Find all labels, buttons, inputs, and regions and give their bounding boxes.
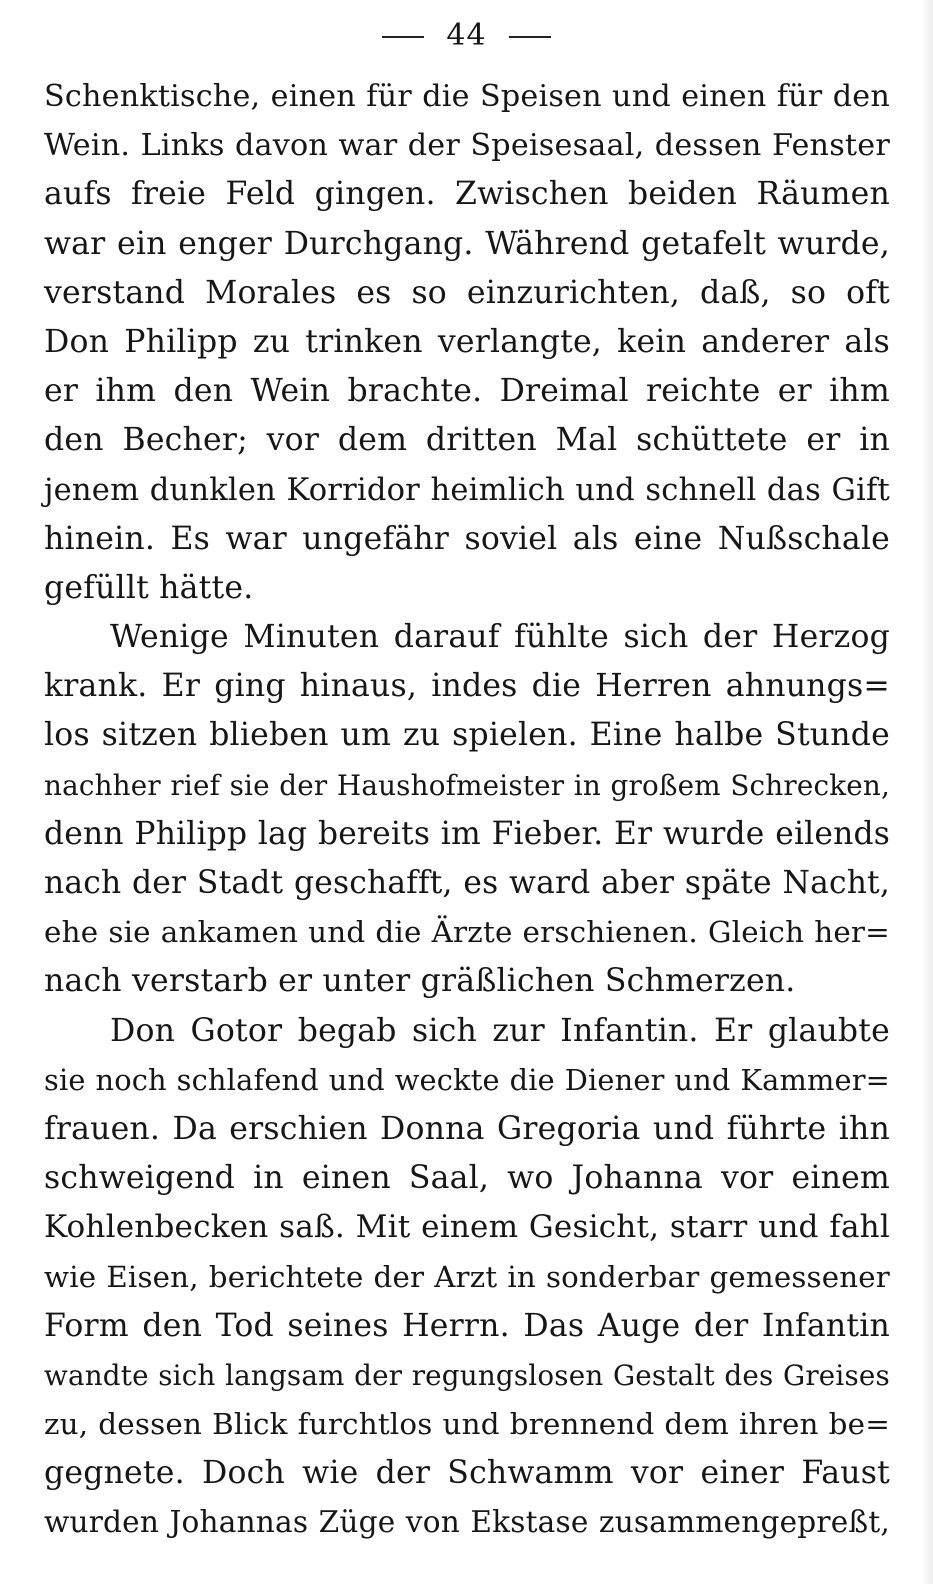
text-line: schweigend in einen Saal, wo Johanna vor einem (44, 1160, 890, 1197)
text-line: war ein enger Durchgang. Während getafelt wurde, (44, 225, 890, 262)
text-line: wurden Johannas Züge von Ekstase zusammengepreßt, (44, 1505, 890, 1540)
text-line: nachher rief sie der Haushofmeister in großem Schrecken, (44, 768, 890, 802)
text-line: wandte sich langsam der regungslosen Gestalt des Greises (44, 1358, 890, 1392)
text-line: denn Philipp lag bereits im Fieber. Er wurde eilends (44, 815, 890, 852)
text-line: Form den Tod seines Herrn. Das Auge der Infantin (44, 1307, 890, 1344)
text-line: Wenige Minuten darauf fühlte sich der Herzog (110, 619, 890, 656)
text-line: sie noch schlafend und weckte die Diener und Kammer= (44, 1062, 890, 1097)
page-edge-shadow (921, 0, 933, 1584)
text-line: Kohlenbecken saß. Mit einem Gesicht, starr und fahl (44, 1209, 890, 1246)
text-line: hinein. Es war ungefähr soviel als eine Nußschale (44, 520, 890, 557)
text-line: Don Philipp zu trinken verlangte, kein anderer als (44, 323, 890, 360)
text-line: verstand Morales es so einzurichten, daß, so oft (44, 274, 890, 311)
text-line: jenem dunklen Korridor heimlich und schnell das Gift (44, 472, 890, 508)
left-dash (382, 36, 424, 38)
text-line: nach verstarb er unter gräßlichen Schmerzen. (44, 963, 796, 1000)
page-header (0, 12, 933, 60)
text-line: den Becher; vor dem dritten Mal schüttete er in (44, 422, 890, 459)
text-line: nach der Stadt geschafft, es ward aber späte Nacht, (44, 865, 890, 901)
text-line: aufs freie Feld gingen. Zwischen beiden Räumen (44, 176, 890, 213)
text-line: los sitzen blieben um zu spielen. Eine halbe Stunde (44, 717, 890, 754)
text-line: zu, dessen Blick furchtlos und brennend dem ihren be= (44, 1407, 890, 1442)
text-line: Wein. Links davon war der Speisesaal, dessen Fenster (44, 128, 890, 164)
right-dash (509, 36, 551, 38)
text-line: frauen. Da erschien Donna Gregoria und führte ihn (44, 1110, 890, 1147)
text-line: gefüllt hätte. (44, 569, 254, 606)
text-line: Don Gotor begab sich zur Infantin. Er glaubte (110, 1012, 890, 1049)
text-line: krank. Er ging hinaus, indes die Herren ahnungs= (44, 668, 890, 705)
text-line: Schenktische, einen für die Speisen und einen für den (44, 79, 890, 114)
text-line: ehe sie ankamen und die Ärzte erschienen. Gleich her= (44, 915, 890, 950)
text-line: er ihm den Wein brachte. Dreimal reichte er ihm (44, 373, 890, 410)
page-number: 44 (446, 18, 487, 53)
text-line: gegnete. Doch wie der Schwamm vor einer Faust (44, 1455, 890, 1492)
body-text (44, 72, 890, 1548)
text-line: wie Eisen, berichtete der Arzt in sonderbar gemessener (44, 1259, 890, 1294)
